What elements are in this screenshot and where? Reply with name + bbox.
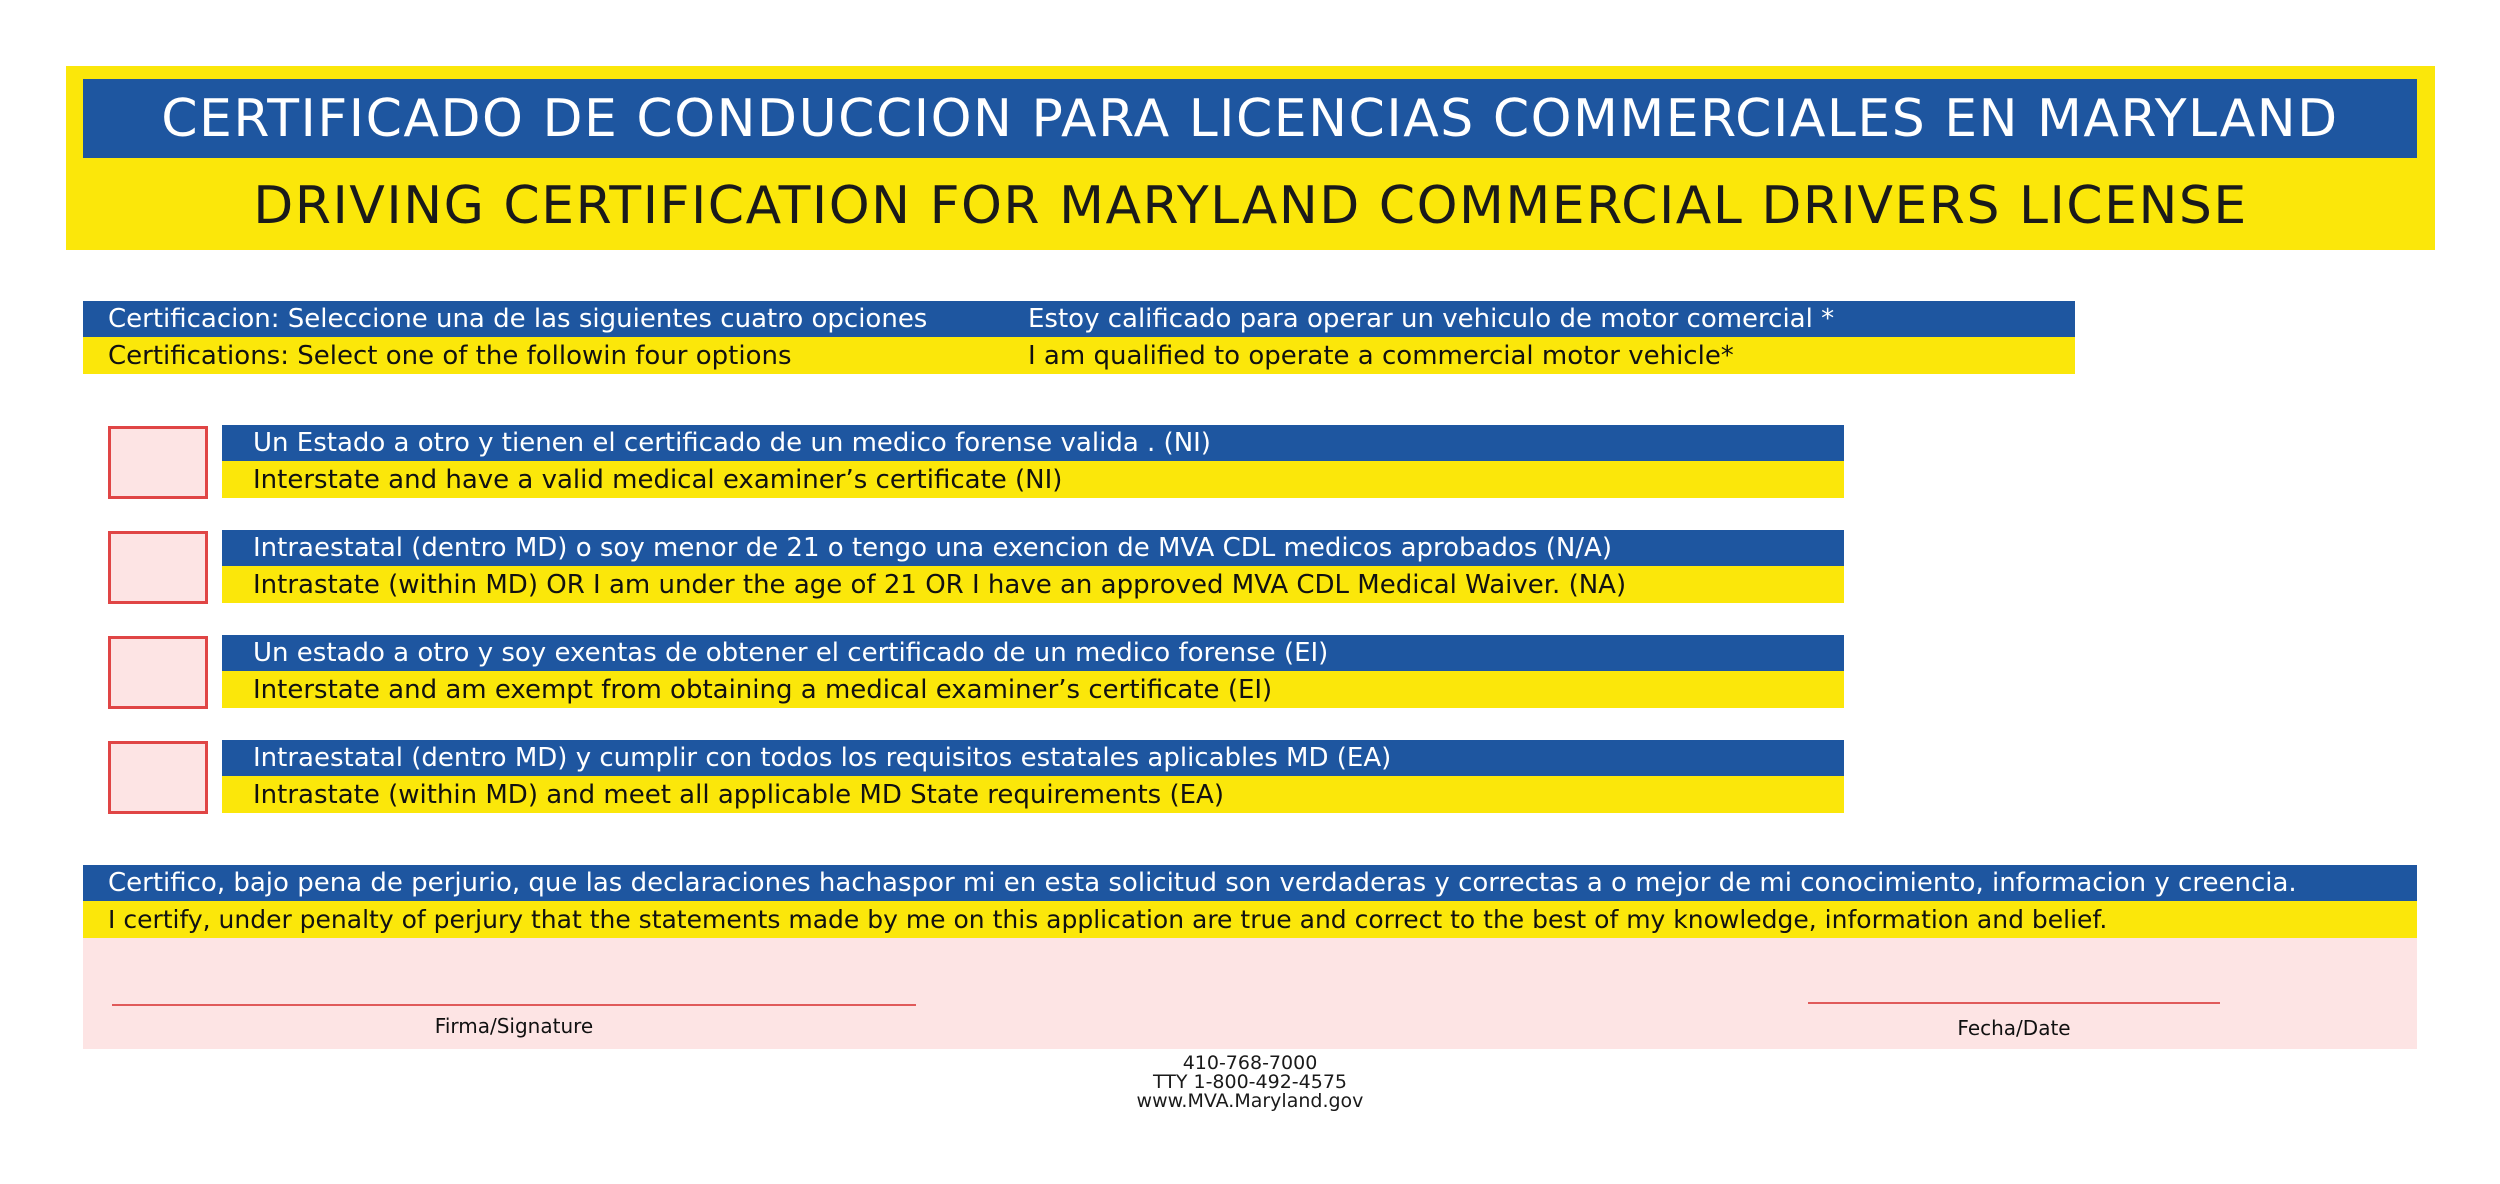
option-ea-label-spanish: Intraestatal (dentro MD) y cumplir con todos los requisitos estatales aplicables MD (EA) [222, 740, 1844, 776]
signature-field[interactable] [112, 1004, 916, 1006]
option-ea-checkbox[interactable] [108, 741, 208, 814]
option-ea-label-english: Intrastate (within MD) and meet all applicable MD State requirements (EA) [222, 776, 1844, 813]
qualification-statement-spanish: Estoy calificado para operar un vehiculo de motor comercial * [1028, 304, 1835, 334]
date-label: Fecha/Date [1957, 1016, 2071, 1040]
qualification-statement-english: I am qualified to operate a commercial motor vehicle* [1028, 340, 1734, 371]
instruction-spanish: Certificacion: Seleccione una de las siguientes cuatro opciones [108, 304, 928, 334]
option-na-checkbox[interactable] [108, 531, 208, 604]
contact-footer [900, 1054, 1600, 1111]
instruction-english: Certifications: Select one of the followin four options [108, 340, 792, 371]
website-link[interactable]: www.MVA.Maryland.gov [1136, 1090, 1364, 1112]
option-ni-label-english: Interstate and have a valid medical examiner’s certificate (NI) [222, 461, 1844, 498]
option-na-label-spanish: Intraestatal (dentro MD) o soy menor de 21 o tengo una exencion de MVA CDL medicos aprobados (N/A) [222, 530, 1844, 566]
option-ei-label-spanish: Un estado a otro y soy exentas de obtener el certificado de un medico forense (EI) [222, 635, 1844, 671]
option-ei-checkbox[interactable] [108, 636, 208, 709]
certification-row-english [83, 337, 2075, 374]
signature-label: Firma/Signature [434, 1014, 594, 1038]
option-ni-label-spanish: Un Estado a otro y tienen el certificado de un medico forense valida . (NI) [222, 425, 1844, 461]
certification-row-spanish [83, 301, 2075, 337]
option-ni-checkbox[interactable] [108, 426, 208, 499]
phone-number: 410-768-7000 [1182, 1052, 1318, 1074]
date-field[interactable] [1808, 1002, 2220, 1004]
option-ei-label-english: Interstate and am exempt from obtaining a medical examiner’s certificate (EI) [222, 671, 1844, 708]
title-english: DRIVING CERTIFICATION FOR MARYLAND COMMERCIAL DRIVERS LICENSE [253, 176, 2248, 236]
declaration-spanish: Certifico, bajo pena de perjurio, que las declaraciones hachaspor mi en esta solicitud son verdaderas y correctas a o mejor de mi conocimiento, informacion y creencia. [83, 865, 2417, 901]
declaration-english: I certify, under penalty of perjury that the statements made by me on this application are true and correct to the best of my knowledge, information and belief. [83, 901, 2417, 938]
title-spanish: CERTIFICADO DE CONDUCCION PARA LICENCIAS COMMERCIALES EN MARYLAND [83, 79, 2417, 158]
tty-number: TTY 1-800-492-4575 [1152, 1071, 1348, 1093]
option-na-label-english: Intrastate (within MD) OR I am under the age of 21 OR I have an approved MVA CDL Medical Waiver. (NA) [222, 566, 1844, 603]
